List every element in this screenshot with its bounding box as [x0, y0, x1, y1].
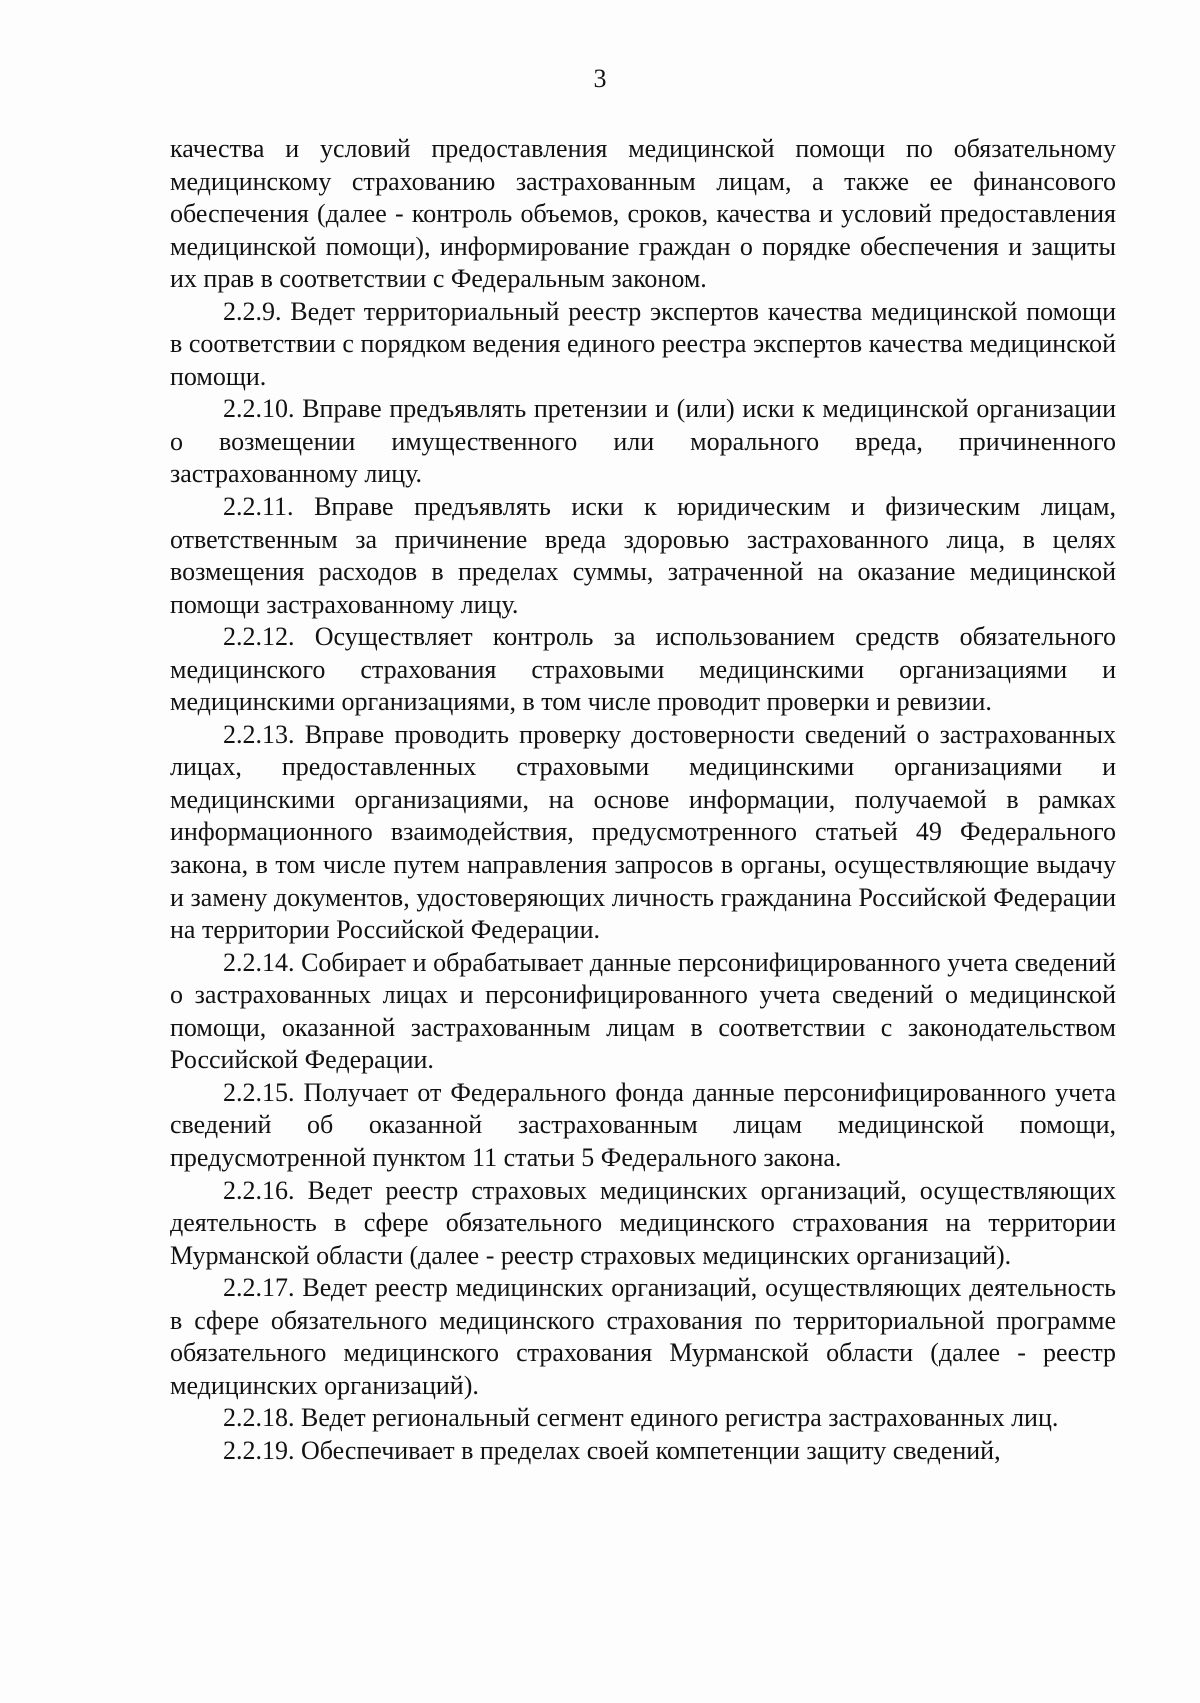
paragraph-2-2-11: 2.2.11. Вправе предъявлять иски к юридическим и физическим лицам, ответственным за причинение вреда здоровью застрахованного лица, в целях возмещения расходов в пределах суммы, затраченной на оказание медицинской помощи застрахованному лицу.	[170, 492, 1116, 619]
page-number: 3	[593, 64, 607, 93]
paragraph-2-2-15: 2.2.15. Получает от Федерального фонда данные персонифицированного учета сведений об оказанной застрахованным лицам медицинской помощи, предусмотренной пунктом 11 статьи 5 Федерального закона.	[170, 1077, 1116, 1172]
paragraph-2-2-13: 2.2.13. Вправе проводить проверку достоверности сведений о застрахованных лицах, предоставленных страховыми медицинскими организациями и медицинскими организациями, на основе информации, получаемой в рамках информационного взаимодействия, предусмотренного статьей 49 Федерального закона, в том числе путем направления запросов в органы, осуществляющие выдачу и замену документов, удостоверяющих личность гражданина Российской Федерации на территории Российской Федерации.	[170, 719, 1116, 945]
paragraph-2-2-14: 2.2.14. Собирает и обрабатывает данные персонифицированного учета сведений о застрахованных лицах и персонифицированного учета сведений о медицинской помощи, оказанной застрахованным лицам в соответствии с законодательством Российской Федерации.	[170, 947, 1116, 1075]
paragraph-2-2-18: 2.2.18. Ведет региональный сегмент единого регистра застрахованных лиц.	[223, 1403, 1059, 1433]
paragraph-continuation: качества и условий предоставления медицинской помощи по обязательному медицинскому страхованию застрахованным лицам, а также ее финансового обеспечения (далее - контроль объемов, сроков, качества и условий предоставления медицинской помощи), информирование граждан о порядке обеспечения и защиты их прав в соответствии с Федеральным законом.	[170, 134, 1116, 294]
paragraph-2-2-10: 2.2.10. Вправе предъявлять претензии и (или) иски к медицинской организации о возмещении имущественного или морального вреда, причиненного застрахованному лицу.	[170, 394, 1116, 489]
paragraph-2-2-19: 2.2.19. Обеспечивает в пределах своей компетенции защиту сведений,	[223, 1435, 1001, 1465]
paragraph-2-2-16: 2.2.16. Ведет реестр страховых медицинских организаций, осуществляющих деятельность в сфере обязательного медицинского страхования на территории Мурманской области (далее - реестр страховых медицинских организаций).	[170, 1175, 1116, 1270]
document-body	[170, 133, 1116, 1467]
paragraph-2-2-17: 2.2.17. Ведет реестр медицинских организаций, осуществляющих деятельность в сфере обязательного медицинского страхования по территориальной программе обязательного медицинского страхования Мурманской области (далее - реестр медицинских организаций).	[170, 1273, 1116, 1400]
paragraph-2-2-12: 2.2.12. Осуществляет контроль за использованием средств обязательного медицинского страхования страховыми медицинскими организациями и медицинскими организациями, в том числе проводит проверки и ревизии.	[170, 622, 1116, 717]
paragraph-2-2-9: 2.2.9. Ведет территориальный реестр экспертов качества медицинской помощи в соответствии с порядком ведения единого реестра экспертов качества медицинской помощи.	[170, 296, 1116, 391]
